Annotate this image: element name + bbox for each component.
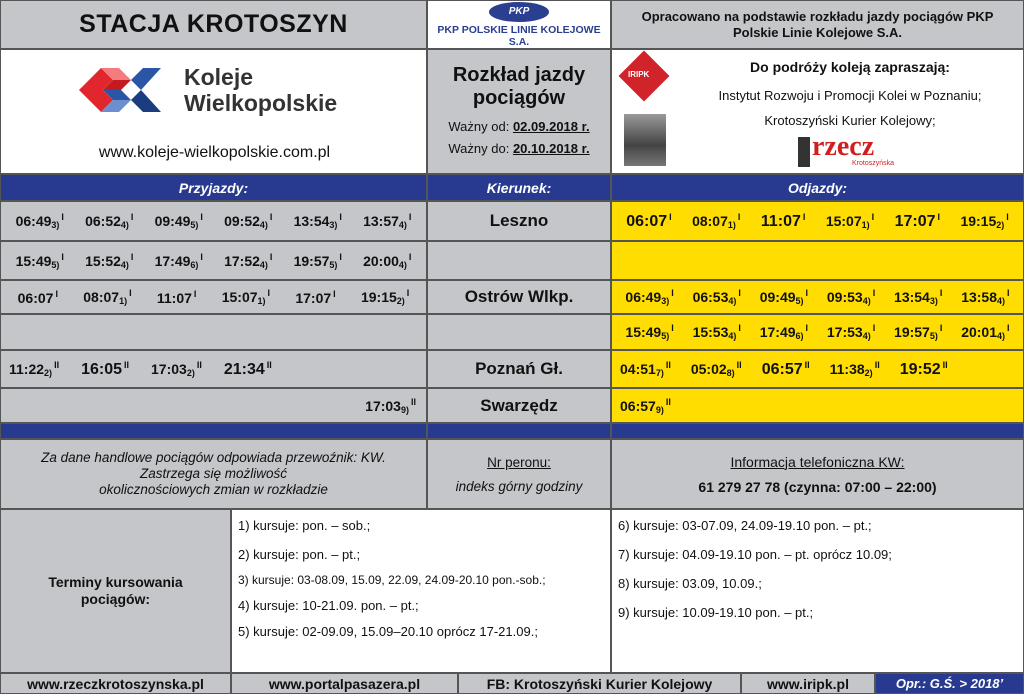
- footnote-index: 2): [186, 368, 195, 378]
- footnote-index: 7): [655, 368, 664, 378]
- time-value: 17:53: [826, 324, 863, 340]
- time-entry: [761, 212, 806, 231]
- time-value: 11:22: [9, 361, 45, 377]
- platform-index: I: [671, 288, 674, 298]
- divider-right: [611, 423, 1024, 439]
- platform-index: II: [804, 359, 810, 370]
- direction-empty-1: [427, 241, 611, 280]
- platform-index: I: [805, 288, 809, 298]
- time-entry: [81, 360, 129, 379]
- time-entry: [693, 288, 741, 306]
- footnote-index: 4): [120, 220, 129, 230]
- platform-index: I: [669, 211, 672, 222]
- timetable-title-1: Rozkład jazdy: [452, 63, 586, 86]
- footnote-index: 4): [862, 296, 871, 306]
- time-entry: [620, 360, 671, 378]
- direction-empty-2: [427, 314, 611, 350]
- time-value: 19:15: [960, 213, 997, 229]
- phone-info: Informacja telefoniczna KW: 61 279 27 78 (czynna: 07:00 – 22:00): [611, 439, 1024, 509]
- platform-index: I: [269, 251, 273, 262]
- kw-logo-icon: [79, 65, 169, 115]
- platform-index: I: [339, 251, 342, 262]
- platform-index: I: [1007, 288, 1010, 298]
- time-value: 17:07: [894, 212, 936, 230]
- station-title-cell: [0, 0, 427, 49]
- rzecz-logo-icon: rzecz Krotoszyńska: [798, 134, 894, 167]
- footnote-index: 5): [795, 296, 804, 306]
- divider-mid: [427, 423, 611, 439]
- platform-index: II: [54, 360, 60, 370]
- kw-brand-cell: [0, 49, 427, 174]
- platform-index: I: [939, 323, 943, 333]
- divider-left: [0, 423, 427, 439]
- footnote-index: 4): [728, 331, 737, 341]
- time-value: 05:02: [690, 361, 727, 377]
- footnote-index: 5): [929, 331, 938, 341]
- time-entry: [960, 212, 1008, 230]
- time-entry: [826, 212, 874, 230]
- platform-index: I: [738, 323, 741, 333]
- time-value: 15:49: [625, 324, 662, 340]
- footnote-index: 4): [728, 296, 737, 306]
- valid-to: Ważny do: 20.10.2018 r.: [448, 140, 590, 156]
- carrier-info: Za dane handlowe pociągów odpowiada przewoźnik: KW. Zastrzega się możliwość okolicznościowych zmian w rozkładzie: [0, 439, 427, 509]
- time-entry: [620, 397, 671, 415]
- time-entry: [363, 252, 411, 270]
- time-value: 16:05: [81, 360, 122, 378]
- platform-index: II: [196, 360, 202, 370]
- platform-index: I: [805, 323, 809, 333]
- based-on-cell: [611, 0, 1024, 49]
- kw-logo-text: Koleje Wielkopolskie: [184, 64, 338, 116]
- footnote-index: 1): [257, 296, 266, 306]
- time-entry: [760, 288, 808, 306]
- footnote-index: 5): [51, 259, 60, 270]
- footer-link-iripk[interactable]: www.iripk.pl: [741, 673, 875, 694]
- footnote-index: 6): [190, 259, 199, 270]
- invite-title: Do podróży koleją zapraszają:: [750, 59, 950, 75]
- platform-index: I: [872, 288, 876, 298]
- footer-link-portal[interactable]: www.portalpasazera.pl: [231, 673, 458, 694]
- platform-index: II: [410, 396, 416, 407]
- platform-index: I: [267, 288, 271, 298]
- time-value: 19:57: [293, 252, 330, 269]
- pkp-logo-text: PKP POLSKIE LINIE KOLEJOWE S.A.: [437, 23, 601, 48]
- time-value: 15:49: [15, 252, 52, 269]
- footnote-index: 6): [795, 331, 804, 341]
- time-entry: [691, 360, 742, 378]
- time-entry: [760, 323, 808, 341]
- time-entry: [83, 288, 131, 306]
- footnote-index: 4): [259, 220, 268, 230]
- time-entry: [85, 252, 133, 270]
- arrivals-leszno-1: [0, 201, 427, 241]
- time-value: 06:07: [626, 212, 668, 230]
- platform-index: I: [802, 211, 806, 222]
- platform-index: I: [408, 212, 412, 222]
- time-entry: [361, 288, 409, 306]
- time-value: 15:52: [85, 252, 121, 269]
- platform-index: II: [736, 360, 742, 370]
- platform-index: I: [130, 251, 134, 262]
- time-value: 06:07: [17, 289, 54, 306]
- time-value: 11:07: [156, 289, 192, 306]
- departures-ostrow-2: [611, 314, 1024, 350]
- time-entry: [155, 252, 203, 270]
- direction-leszno: Leszno: [427, 201, 611, 241]
- platform-index: I: [737, 212, 741, 222]
- time-value: 17:07: [295, 289, 332, 306]
- time-entry: [961, 288, 1009, 306]
- time-value: 19:52: [899, 360, 941, 378]
- platform-index: II: [665, 396, 671, 407]
- time-value: 15:07: [825, 213, 862, 229]
- terms-label: Terminy kursowania pociągów:: [0, 509, 231, 673]
- time-entry: [224, 360, 272, 379]
- time-value: 20:00: [363, 252, 399, 269]
- time-value: 13:54: [894, 289, 930, 305]
- footnote-index: 1): [861, 220, 870, 230]
- arrivals-header: Przyjazdy:: [0, 174, 427, 201]
- footer-link-rzecz[interactable]: www.rzeczkrotoszynska.pl: [0, 673, 231, 694]
- arrivals-leszno-2: [0, 241, 427, 280]
- time-entry: [85, 212, 133, 230]
- timetable-title-cell: [427, 49, 611, 174]
- time-entry: [294, 252, 342, 270]
- footnote-index: 3): [51, 220, 60, 230]
- platform-index: I: [193, 288, 197, 299]
- footnote-index: 8): [726, 368, 735, 378]
- footnote-index: 5): [190, 220, 199, 230]
- footnote-index: 2): [44, 368, 53, 378]
- time-entry: [151, 360, 202, 378]
- time-value: 13:57: [363, 213, 399, 229]
- pkp-emblem-icon: PKP: [489, 2, 549, 22]
- valid-from: Ważny od: 02.09.2018 r.: [448, 118, 590, 134]
- time-entry: [9, 360, 59, 378]
- platform-index: I: [871, 212, 875, 222]
- footnote-index: 2): [396, 296, 405, 306]
- platform-index: I: [671, 323, 674, 333]
- time-entry: [894, 288, 942, 306]
- time-value: 09:49: [759, 289, 796, 305]
- departures-ostrow-1: [611, 280, 1024, 314]
- platform-index: II: [942, 359, 948, 370]
- invite-line-2: Krotoszyński Kurier Kolejowy;: [764, 113, 936, 128]
- time-entry: [155, 212, 203, 230]
- time-value: 17:03: [365, 397, 401, 414]
- invite-line-1: Instytut Rozwoju i Promocji Kolei w Poznaniu;: [718, 88, 982, 103]
- time-value: 13:54: [293, 213, 330, 229]
- footnote-index: 4): [120, 259, 129, 270]
- footnote-index: 4): [997, 296, 1006, 306]
- time-entry: [961, 323, 1009, 341]
- kw-url[interactable]: www.koleje-wielkopolskie.com.pl: [98, 144, 331, 161]
- platform-index: II: [874, 360, 880, 370]
- arrivals-ostrow: [0, 280, 427, 314]
- time-value: 08:07: [692, 213, 728, 229]
- platform-index: I: [61, 212, 64, 222]
- time-value: 17:49: [154, 252, 191, 269]
- time-value: 17:49: [759, 324, 796, 340]
- platform-index: I: [200, 251, 203, 262]
- platform-index: I: [130, 212, 134, 222]
- time-value: 09:52: [224, 213, 260, 229]
- platform-index: I: [333, 288, 336, 299]
- time-value: 09:49: [154, 213, 191, 229]
- departures-leszno: [611, 201, 1024, 241]
- time-entry: [693, 323, 741, 341]
- time-value: 19:15: [360, 289, 397, 305]
- time-value: 06:49: [625, 289, 662, 305]
- platform-index: II: [266, 359, 272, 370]
- footer-credit: Opr.: G.Ś. > 2018’: [875, 673, 1024, 694]
- arrivals-empty-1: [0, 314, 427, 350]
- time-entry: [900, 360, 948, 379]
- time-entry: [295, 289, 335, 306]
- direction-header: Kierunek:: [427, 174, 611, 201]
- footnote-index: 4): [398, 220, 407, 230]
- platform-index: I: [738, 288, 741, 298]
- platform-index: I: [872, 323, 876, 333]
- terms-right: 6) kursuje: 03-07.09, 24.09-19.10 pon. – pt.; 7) kursuje: 04.09-19.10 pon. – pt. oprócz 10.09; 8) kursuje: 03.09, 10.09.; 9) kursuje: 10.09-19.10 pon. – pt.;: [611, 509, 1024, 673]
- time-value: 15:07: [221, 289, 258, 305]
- time-value: 09:53: [826, 289, 863, 305]
- time-value: 13:58: [961, 289, 997, 305]
- arrivals-swarzedz: [0, 388, 427, 423]
- platform-index: I: [1007, 323, 1010, 333]
- time-entry: [157, 289, 197, 306]
- time-value: 04:51: [620, 361, 656, 377]
- platform-index: I: [406, 288, 410, 298]
- iripk-logo-icon: IRIPK: [620, 56, 670, 108]
- footnote-index: 9): [655, 404, 664, 415]
- footnote-index: 3): [661, 296, 670, 306]
- footnote-index: 2): [864, 368, 873, 378]
- time-entry: [895, 212, 940, 231]
- platform-info: Nr peronu: indeks górny godziny: [427, 439, 611, 509]
- footnote-index: 5): [661, 331, 670, 341]
- time-value: 19:57: [894, 324, 930, 340]
- direction-swarzedz: Swarzędz: [427, 388, 611, 423]
- station-title: STACJA KROTOSZYN: [79, 10, 348, 38]
- footnote-index: 4): [862, 331, 871, 341]
- time-value: 11:38: [829, 361, 865, 377]
- direction-poznan: Poznań Gł.: [427, 350, 611, 388]
- pkp-logo-cell: [427, 0, 611, 49]
- time-value: 17:03: [151, 361, 187, 377]
- time-entry: [18, 289, 58, 306]
- time-value: 06:57: [620, 397, 656, 414]
- time-entry: [762, 360, 810, 379]
- platform-index: I: [339, 212, 342, 222]
- departures-swarzedz: [611, 388, 1024, 423]
- footnote-index: 4): [398, 259, 407, 270]
- time-value: 11:07: [760, 212, 801, 230]
- footnote-index: 4): [259, 259, 268, 270]
- platform-index: I: [61, 251, 64, 262]
- time-value: 06:57: [761, 360, 803, 378]
- time-entry: [16, 212, 64, 230]
- time-entry: [365, 397, 416, 415]
- platform-index: I: [200, 212, 203, 222]
- time-value: 06:49: [15, 213, 52, 229]
- platform-index: I: [939, 288, 943, 298]
- time-value: 06:53: [692, 289, 729, 305]
- platform-index: I: [1006, 212, 1009, 222]
- footnote-index: 1): [119, 296, 128, 306]
- time-entry: [626, 212, 671, 231]
- time-entry: [363, 212, 411, 230]
- time-entry: [222, 288, 270, 306]
- platform-index: I: [937, 211, 941, 222]
- time-entry: [625, 323, 673, 341]
- platform-index: II: [124, 359, 130, 370]
- platform-index: I: [129, 288, 132, 298]
- footnote-index: 4): [997, 331, 1006, 341]
- time-value: 15:53: [692, 324, 729, 340]
- footnote-index: 5): [329, 259, 338, 270]
- time-entry: [224, 252, 272, 270]
- arrivals-poznan: [0, 350, 427, 388]
- platform-index: I: [408, 251, 412, 262]
- footnote-index: 9): [400, 404, 409, 415]
- time-entry: [294, 212, 342, 230]
- train-photo-icon: [624, 114, 666, 166]
- footnote-index: 3): [329, 220, 338, 230]
- terms-left: 1) kursuje: pon. – sob.; 2) kursuje: pon. – pt.; 3) kursuje: 03-08.09, 15.09, 22.09, 24.09-20.10 pon.-sob.; 4) kursuje: 10-21.09. pon. – pt.; 5) kursuje: 02-09.09, 15.09–20.10 oprócz 17-21.09.;: [231, 509, 611, 673]
- invite-cell: [611, 49, 1024, 174]
- time-entry: [16, 252, 64, 270]
- time-value: 06:52: [85, 213, 121, 229]
- departures-poznan: [611, 350, 1024, 388]
- platform-index: I: [269, 212, 273, 222]
- footnote-index: 1): [727, 220, 736, 230]
- time-value: 08:07: [83, 289, 120, 305]
- time-entry: [830, 360, 880, 378]
- time-value: 17:52: [224, 252, 260, 269]
- based-on-text: Opracowano na podstawie rozkładu jazdy pociągów PKP Polskie Linie Kolejowe S.A.: [641, 8, 994, 40]
- platform-index: II: [665, 360, 671, 370]
- timetable-title-2: pociągów: [472, 86, 566, 109]
- time-value: 20:01: [961, 324, 997, 340]
- time-entry: [625, 288, 673, 306]
- footnote-index: 2): [996, 220, 1005, 230]
- platform-index: I: [55, 288, 58, 299]
- departures-empty-1: [611, 241, 1024, 280]
- time-entry: [894, 323, 942, 341]
- time-entry: [692, 212, 740, 230]
- time-entry: [827, 323, 875, 341]
- time-entry: [827, 288, 875, 306]
- time-value: 21:34: [223, 360, 265, 378]
- departures-header: Odjazdy:: [611, 174, 1024, 201]
- direction-ostrow: Ostrów Wlkp.: [427, 280, 611, 314]
- time-entry: [224, 212, 272, 230]
- footer-link-facebook[interactable]: FB: Krotoszyński Kurier Kolejowy: [458, 673, 741, 694]
- footnote-index: 3): [929, 296, 938, 306]
